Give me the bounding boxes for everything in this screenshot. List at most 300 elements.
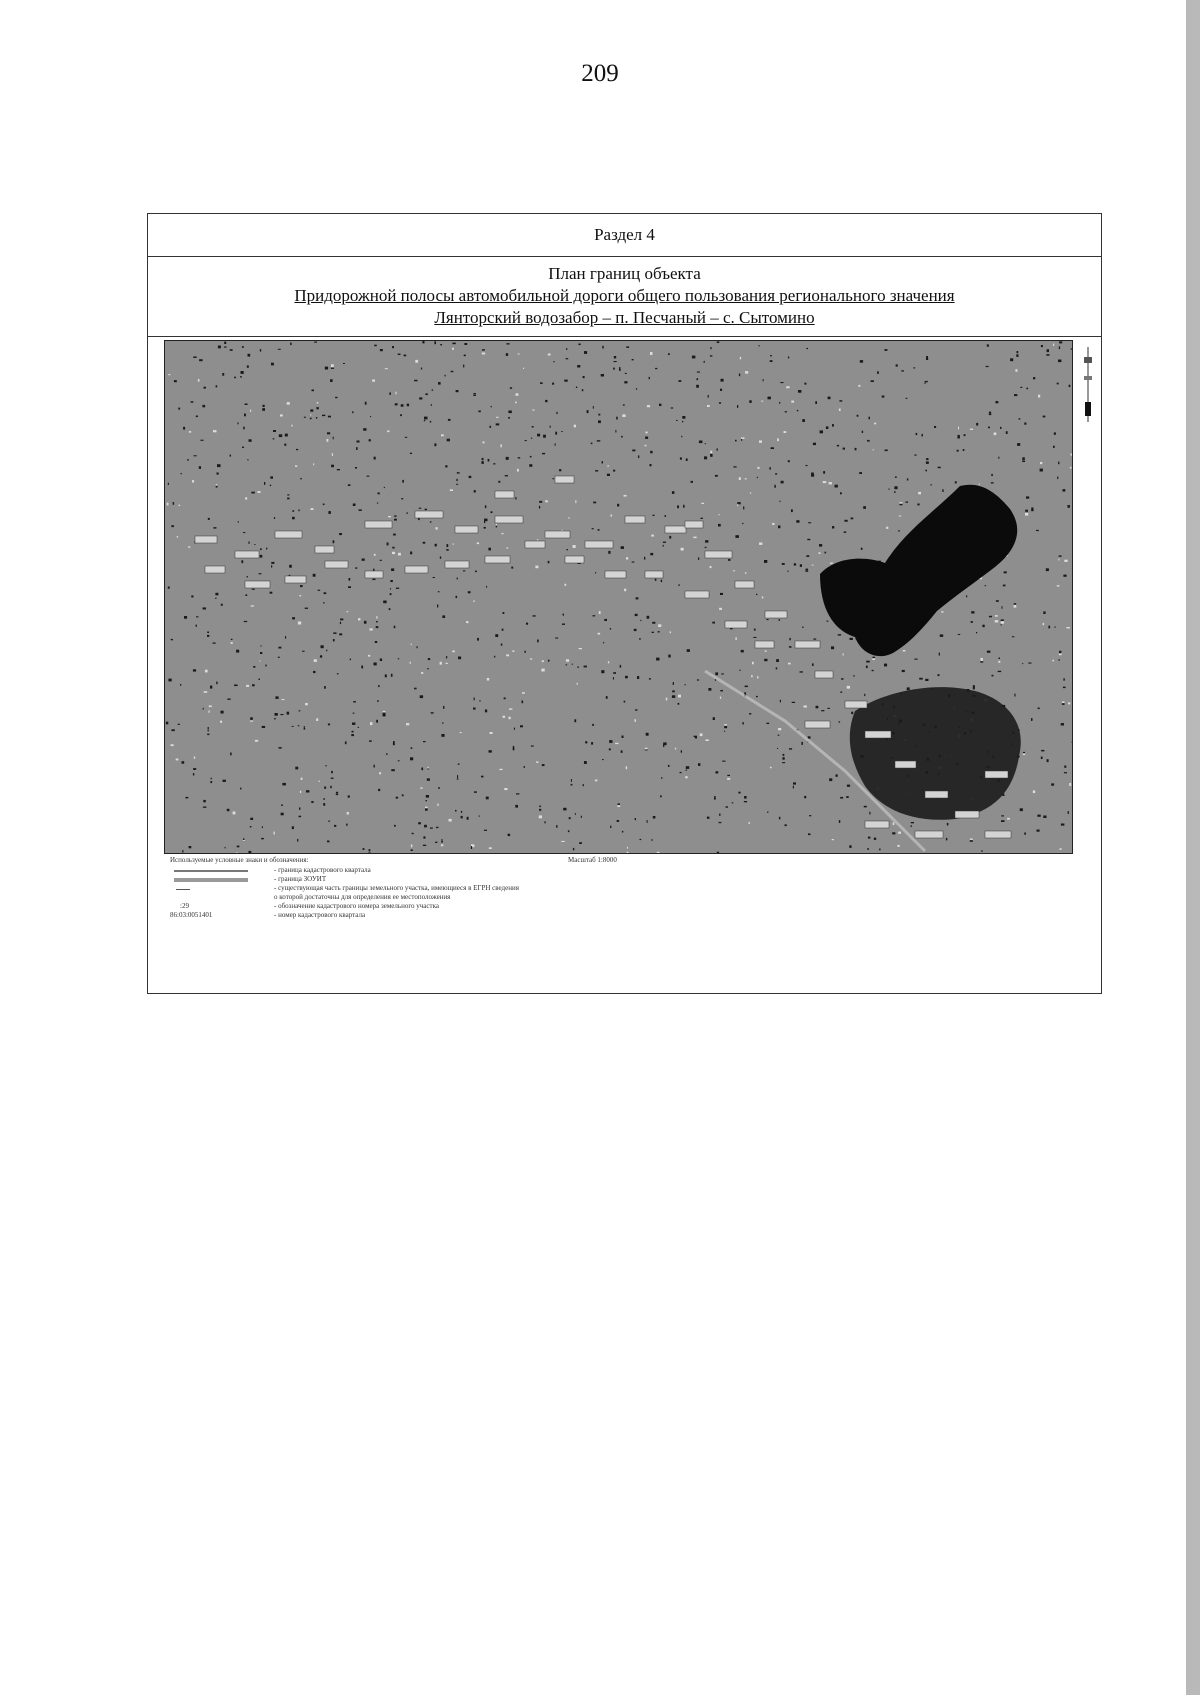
map-speck	[1041, 757, 1043, 759]
map-speck	[1068, 811, 1069, 814]
map-speck	[380, 560, 382, 561]
parcel-label-box	[865, 821, 889, 828]
map-speck	[907, 478, 908, 480]
map-speck	[300, 478, 301, 479]
legend-item	[170, 911, 870, 921]
map-speck	[374, 663, 377, 666]
map-speck	[1046, 354, 1049, 356]
map-speck	[305, 703, 308, 705]
map-speck	[808, 833, 811, 835]
map-speck	[430, 521, 432, 522]
map-speck	[571, 784, 573, 786]
map-speck	[658, 624, 661, 627]
map-speck	[720, 690, 723, 691]
map-speck	[496, 423, 500, 425]
map-speck	[414, 688, 417, 690]
parcel-label-box	[735, 581, 754, 588]
map-speck	[327, 432, 330, 434]
map-speck	[234, 685, 238, 687]
map-speck	[249, 439, 252, 442]
map-speck	[647, 820, 648, 823]
map-speck	[221, 604, 223, 606]
map-speck	[636, 597, 639, 599]
map-speck	[753, 637, 756, 638]
parcel-label-box	[555, 476, 574, 483]
map-speck	[310, 418, 312, 420]
map-speck	[724, 726, 727, 728]
map-speck	[493, 463, 495, 464]
map-speck	[481, 461, 483, 464]
map-speck	[989, 616, 992, 618]
map-speck	[925, 470, 927, 472]
map-speck	[867, 848, 869, 850]
map-speck	[220, 721, 222, 723]
map-speck	[613, 672, 616, 674]
map-speck	[265, 665, 266, 667]
map-speck	[204, 691, 208, 693]
map-speck	[326, 650, 327, 652]
map-speck	[602, 759, 604, 760]
map-speck	[740, 670, 741, 671]
map-speck	[369, 439, 371, 441]
map-speck	[738, 792, 740, 794]
map-speck	[775, 473, 777, 474]
map-speck	[224, 347, 227, 348]
parcel-label-box	[415, 511, 443, 518]
map-speck	[346, 824, 348, 826]
map-speck	[608, 551, 610, 554]
map-speck	[489, 847, 492, 849]
map-speck	[490, 732, 493, 734]
map-speck	[995, 615, 998, 617]
map-speck	[668, 765, 670, 767]
map-speck	[345, 741, 347, 744]
map-speck	[722, 761, 725, 762]
map-speck	[1063, 489, 1066, 492]
map-speck	[402, 480, 404, 483]
map-speck	[632, 359, 634, 360]
map-speck	[446, 663, 448, 664]
map-speck	[719, 514, 720, 515]
map-speck	[297, 839, 298, 842]
map-speck	[767, 812, 768, 813]
map-speck	[970, 840, 973, 842]
map-speck	[530, 658, 532, 659]
map-speck	[687, 649, 690, 652]
map-speck	[285, 434, 288, 437]
map-speck	[683, 505, 685, 508]
map-speck	[327, 841, 330, 843]
map-speck	[263, 405, 265, 407]
map-speck	[298, 725, 300, 726]
map-speck	[1071, 454, 1073, 456]
map-speck	[678, 584, 679, 586]
map-speck	[287, 494, 289, 495]
map-speck	[789, 748, 792, 749]
map-speck	[715, 475, 718, 477]
map-speck	[1059, 651, 1061, 654]
map-speck	[515, 805, 518, 808]
map-speck	[1020, 387, 1022, 388]
map-speck	[1064, 772, 1067, 773]
map-speck	[183, 427, 185, 430]
map-speck	[850, 638, 853, 640]
map-speck	[287, 498, 290, 500]
map-speck	[645, 749, 648, 750]
map-speck	[813, 639, 816, 640]
map-speck	[759, 543, 762, 545]
map-speck	[914, 455, 916, 456]
map-speck	[766, 723, 769, 724]
map-speck	[438, 787, 439, 789]
map-speck	[970, 429, 973, 430]
map-speck	[266, 548, 267, 550]
map-speck	[487, 678, 489, 681]
map-speck	[273, 430, 276, 432]
map-speck	[421, 672, 423, 674]
map-speck	[279, 434, 282, 437]
map-speck	[328, 724, 330, 726]
map-speck	[1069, 385, 1071, 387]
map-image	[165, 341, 1072, 853]
map-speck	[368, 655, 370, 657]
map-speck	[750, 492, 751, 493]
parcel-label-box	[685, 521, 703, 528]
map-speck	[686, 770, 687, 771]
map-speck	[523, 368, 524, 369]
map-speck	[815, 401, 817, 404]
map-speck	[609, 740, 612, 743]
map-speck	[456, 479, 457, 481]
map-speck	[522, 692, 525, 694]
map-speck	[832, 839, 834, 840]
map-speck	[604, 619, 607, 621]
map-speck	[358, 727, 359, 728]
map-speck	[774, 485, 775, 488]
map-speck	[425, 808, 428, 810]
legend-text: - номер кадастрового квартала	[274, 911, 366, 919]
map-speck	[804, 706, 807, 708]
map-speck	[406, 512, 407, 513]
legend-text: - существующая часть границы земельного участка, имеющиеся в ЕГРН сведения	[274, 884, 519, 892]
map-speck	[250, 826, 252, 827]
map-speck	[424, 825, 427, 828]
map-speck	[247, 365, 249, 367]
map-speck	[863, 506, 866, 509]
map-speck	[289, 565, 292, 568]
map-speck	[857, 415, 859, 417]
map-speck	[383, 714, 386, 716]
map-speck	[473, 708, 476, 710]
map-speck	[582, 389, 584, 391]
map-speck	[614, 356, 616, 358]
map-speck	[585, 741, 587, 743]
map-speck	[1014, 694, 1015, 697]
map-speck	[333, 437, 334, 440]
map-speck	[1041, 345, 1043, 347]
map-speck	[275, 696, 278, 699]
map-speck	[682, 416, 685, 419]
map-speck	[742, 722, 743, 724]
map-speck	[839, 409, 841, 412]
map-speck	[517, 469, 519, 472]
map-speck	[726, 806, 729, 807]
map-speck	[216, 486, 218, 488]
map-speck	[443, 706, 444, 709]
map-speck	[1001, 820, 1005, 822]
map-speck	[573, 848, 574, 850]
map-speck	[1061, 723, 1064, 725]
map-speck	[739, 477, 741, 480]
map-speck	[778, 735, 780, 736]
map-speck	[827, 708, 830, 709]
map-speck	[981, 850, 983, 851]
map-speck	[661, 777, 662, 779]
map-speck	[973, 687, 975, 690]
map-speck	[295, 465, 297, 467]
map-speck	[337, 469, 340, 470]
map-speck	[398, 658, 399, 659]
map-speck	[700, 733, 703, 736]
map-speck	[383, 711, 386, 713]
map-speck	[405, 437, 408, 438]
map-speck	[622, 736, 624, 739]
parcel-label-box	[455, 526, 478, 533]
map-speck	[704, 361, 705, 363]
map-speck	[280, 414, 283, 416]
legend-text: о которой достаточны для определения ее местоположения	[274, 893, 451, 901]
map-speck	[584, 666, 587, 668]
map-speck	[1031, 509, 1033, 511]
map-speck	[584, 761, 587, 764]
map-speck	[400, 414, 402, 416]
map-speck	[261, 838, 264, 839]
map-speck	[202, 405, 205, 407]
map-speck	[806, 569, 809, 570]
map-speck	[194, 455, 197, 456]
map-speck	[1038, 708, 1040, 710]
map-speck	[537, 434, 540, 437]
map-speck	[404, 355, 407, 357]
map-speck	[324, 686, 326, 689]
map-speck	[227, 699, 230, 700]
parcel-label-box	[755, 641, 774, 648]
map-speck	[819, 544, 822, 547]
map-speck	[173, 502, 174, 505]
map-speck	[1040, 462, 1042, 464]
map-speck	[1031, 718, 1033, 721]
map-speck	[622, 414, 625, 417]
map-speck	[776, 659, 779, 662]
map-speck	[446, 656, 447, 658]
map-speck	[537, 640, 539, 643]
map-speck	[652, 622, 655, 624]
map-speck	[981, 658, 983, 661]
map-speck	[292, 826, 294, 829]
map-speck	[574, 425, 576, 428]
map-speck	[168, 679, 171, 682]
map-speck	[390, 580, 392, 582]
map-speck	[491, 406, 492, 407]
map-speck	[481, 776, 484, 778]
map-speck	[782, 757, 784, 760]
map-speck	[456, 596, 458, 598]
map-speck	[314, 342, 317, 343]
map-speck	[767, 619, 769, 620]
map-speck	[192, 480, 194, 482]
cadastral-map	[164, 340, 1073, 854]
map-speck	[705, 443, 706, 444]
map-speck	[501, 444, 502, 447]
map-speck	[355, 567, 357, 568]
map-speck	[375, 641, 377, 643]
map-speck	[171, 525, 174, 527]
map-speck	[705, 540, 708, 542]
map-speck	[323, 504, 325, 506]
map-speck	[379, 772, 381, 774]
map-speck	[271, 363, 274, 366]
map-speck	[715, 672, 718, 675]
map-speck	[838, 634, 841, 635]
map-speck	[645, 445, 647, 447]
map-speck	[531, 746, 534, 747]
map-speck	[281, 813, 284, 816]
map-speck	[424, 420, 426, 421]
map-speck	[839, 400, 842, 401]
map-speck	[348, 795, 350, 797]
map-speck	[668, 655, 670, 658]
map-speck	[396, 588, 399, 589]
map-speck	[539, 809, 541, 811]
map-speck	[828, 397, 831, 400]
map-speck	[578, 344, 580, 346]
map-speck	[193, 773, 194, 775]
map-speck	[592, 528, 594, 529]
map-speck	[182, 761, 185, 764]
map-speck	[299, 710, 301, 711]
map-speck	[998, 671, 1002, 672]
map-speck	[355, 467, 357, 469]
parcel-label-box	[325, 561, 348, 568]
map-speck	[632, 450, 635, 452]
map-speck	[989, 412, 991, 414]
map-speck	[504, 698, 506, 700]
map-speck	[180, 684, 181, 686]
map-speck	[423, 741, 426, 742]
map-speck	[280, 714, 283, 715]
map-speck	[741, 650, 744, 653]
map-speck	[376, 616, 377, 619]
map-speck	[646, 733, 649, 736]
map-speck	[869, 417, 871, 420]
map-speck	[385, 674, 387, 677]
map-speck	[270, 476, 273, 478]
map-speck	[621, 750, 623, 753]
map-speck	[542, 764, 545, 766]
map-speck	[692, 356, 696, 359]
parcel-label-box	[895, 761, 916, 768]
lake-shape	[820, 485, 1017, 656]
map-speck	[741, 439, 742, 441]
map-speck	[455, 810, 457, 812]
map-speck	[203, 807, 207, 808]
map-speck	[495, 634, 498, 637]
map-speck	[652, 839, 653, 841]
map-speck	[696, 385, 699, 388]
map-speck	[208, 518, 210, 520]
map-speck	[230, 753, 232, 756]
map-speck	[418, 822, 421, 824]
map-speck	[780, 382, 783, 383]
map-speck	[1054, 627, 1056, 628]
map-speck	[626, 557, 628, 559]
parcel-label-box	[765, 611, 787, 618]
map-speck	[562, 624, 565, 625]
map-speck	[995, 620, 999, 622]
map-speck	[396, 797, 398, 799]
map-speck	[761, 401, 763, 402]
map-speck	[402, 794, 404, 796]
map-speck	[592, 724, 594, 726]
map-speck	[398, 354, 401, 355]
map-speck	[665, 515, 667, 517]
map-speck	[770, 767, 772, 768]
map-speck	[719, 608, 722, 610]
map-speck	[851, 712, 853, 714]
map-speck	[270, 592, 273, 594]
map-speck	[911, 822, 914, 823]
map-speck	[1047, 349, 1049, 352]
map-speck	[353, 713, 355, 714]
map-speck	[624, 381, 627, 383]
map-speck	[1046, 568, 1049, 571]
map-speck	[378, 493, 380, 495]
map-speck	[797, 410, 799, 411]
map-speck	[168, 374, 170, 375]
map-speck	[515, 497, 516, 500]
map-speck	[376, 621, 378, 622]
map-speck	[282, 783, 286, 786]
map-speck	[539, 815, 542, 818]
map-speck	[387, 431, 389, 433]
map-speck	[877, 371, 879, 374]
map-speck	[501, 644, 503, 646]
map-speck	[410, 662, 411, 664]
map-speck	[328, 416, 331, 418]
map-speck	[260, 652, 262, 654]
map-speck	[634, 629, 637, 631]
map-speck	[243, 840, 245, 841]
map-speck	[770, 360, 773, 362]
map-speck	[996, 401, 999, 403]
map-speck	[432, 389, 434, 390]
map-speck	[991, 482, 994, 483]
map-speck	[457, 472, 460, 473]
parcel-label-box	[405, 566, 428, 573]
map-speck	[438, 382, 441, 385]
map-speck	[250, 818, 253, 820]
map-speck	[339, 533, 342, 535]
map-speck	[617, 805, 620, 807]
map-speck	[271, 562, 274, 564]
map-speck	[310, 409, 313, 411]
map-speck	[473, 393, 476, 394]
map-speck	[624, 589, 626, 592]
map-speck	[1019, 418, 1021, 419]
map-speck	[423, 845, 426, 846]
map-speck	[238, 521, 239, 522]
map-speck	[434, 443, 436, 446]
